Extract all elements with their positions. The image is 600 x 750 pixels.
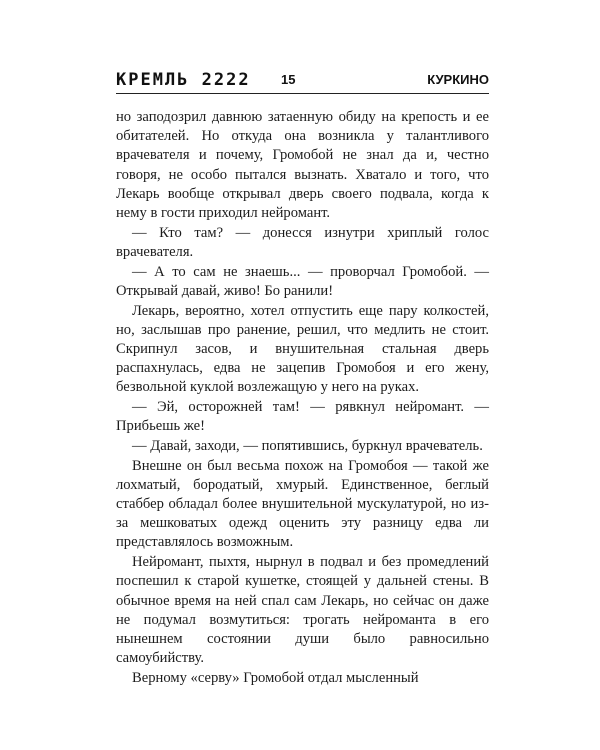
paragraph: — Кто там? — донесся изнутри хриплый голос врачевателя. — [116, 224, 489, 260]
header-rule — [116, 93, 489, 94]
paragraph: — Давай, заходи, — попятившись, буркнул врачеватель. — [132, 437, 483, 454]
running-header — [116, 70, 489, 94]
chapter-title: КУРКИНО — [427, 72, 489, 87]
body-text — [116, 108, 489, 689]
paragraph: Внешне он был весьма похож на Громобоя — такой же лохматый, бородатый, хмурый. Единственное, беглый стаббер обладал более внушительной мускулатурой, но из-за мешковатых одежд оценить эту разницу едва ли представлялось возможным. — [116, 457, 489, 551]
paragraph: Нейромант, пыхтя, нырнул в подвал и без промедлений поспешил к старой кушетке, стоящей у дальней стены. В обычное время на ней спал сам Лекарь, но сейчас он даже не подумал возмутиться: трогать нейроманта в его нынешнем состоянии души было равносильно самоубийству. — [116, 554, 489, 667]
series-title: КРЕМЛЬ 2222 — [116, 70, 251, 90]
paragraph: — А то сам не знаешь... — проворчал Громобой. — Открывай давай, живо! Бо ранили! — [116, 263, 489, 299]
page-number: 15 — [281, 72, 296, 87]
paragraph: Лекарь, вероятно, хотел отпустить еще пару колкостей, но, заслышав про ранение, решил, что медлить не стоит. Скрипнул засов, и внушительная стальная дверь распахнулась, едва не зацепив Громобоя и его жену, безвольной куклой возлежащую у него на руках. — [116, 302, 489, 396]
paragraph: но заподозрил давнюю затаенную обиду на крепость и ее обитателей. Но откуда она возникла у талантливого врачевателя и почему, Громобой не знал да и, честно говоря, не особо пытался вызнать. Хватало и того, что Лекарь вообще открывал дверь своего подвала, когда к нему в гости приходил нейромант. — [116, 109, 489, 222]
paragraph: — Эй, осторожней там! — рявкнул нейромант. — Прибьешь же! — [116, 399, 489, 435]
paragraph: Верному «серву» Громобой отдал мысленный — [132, 669, 419, 686]
